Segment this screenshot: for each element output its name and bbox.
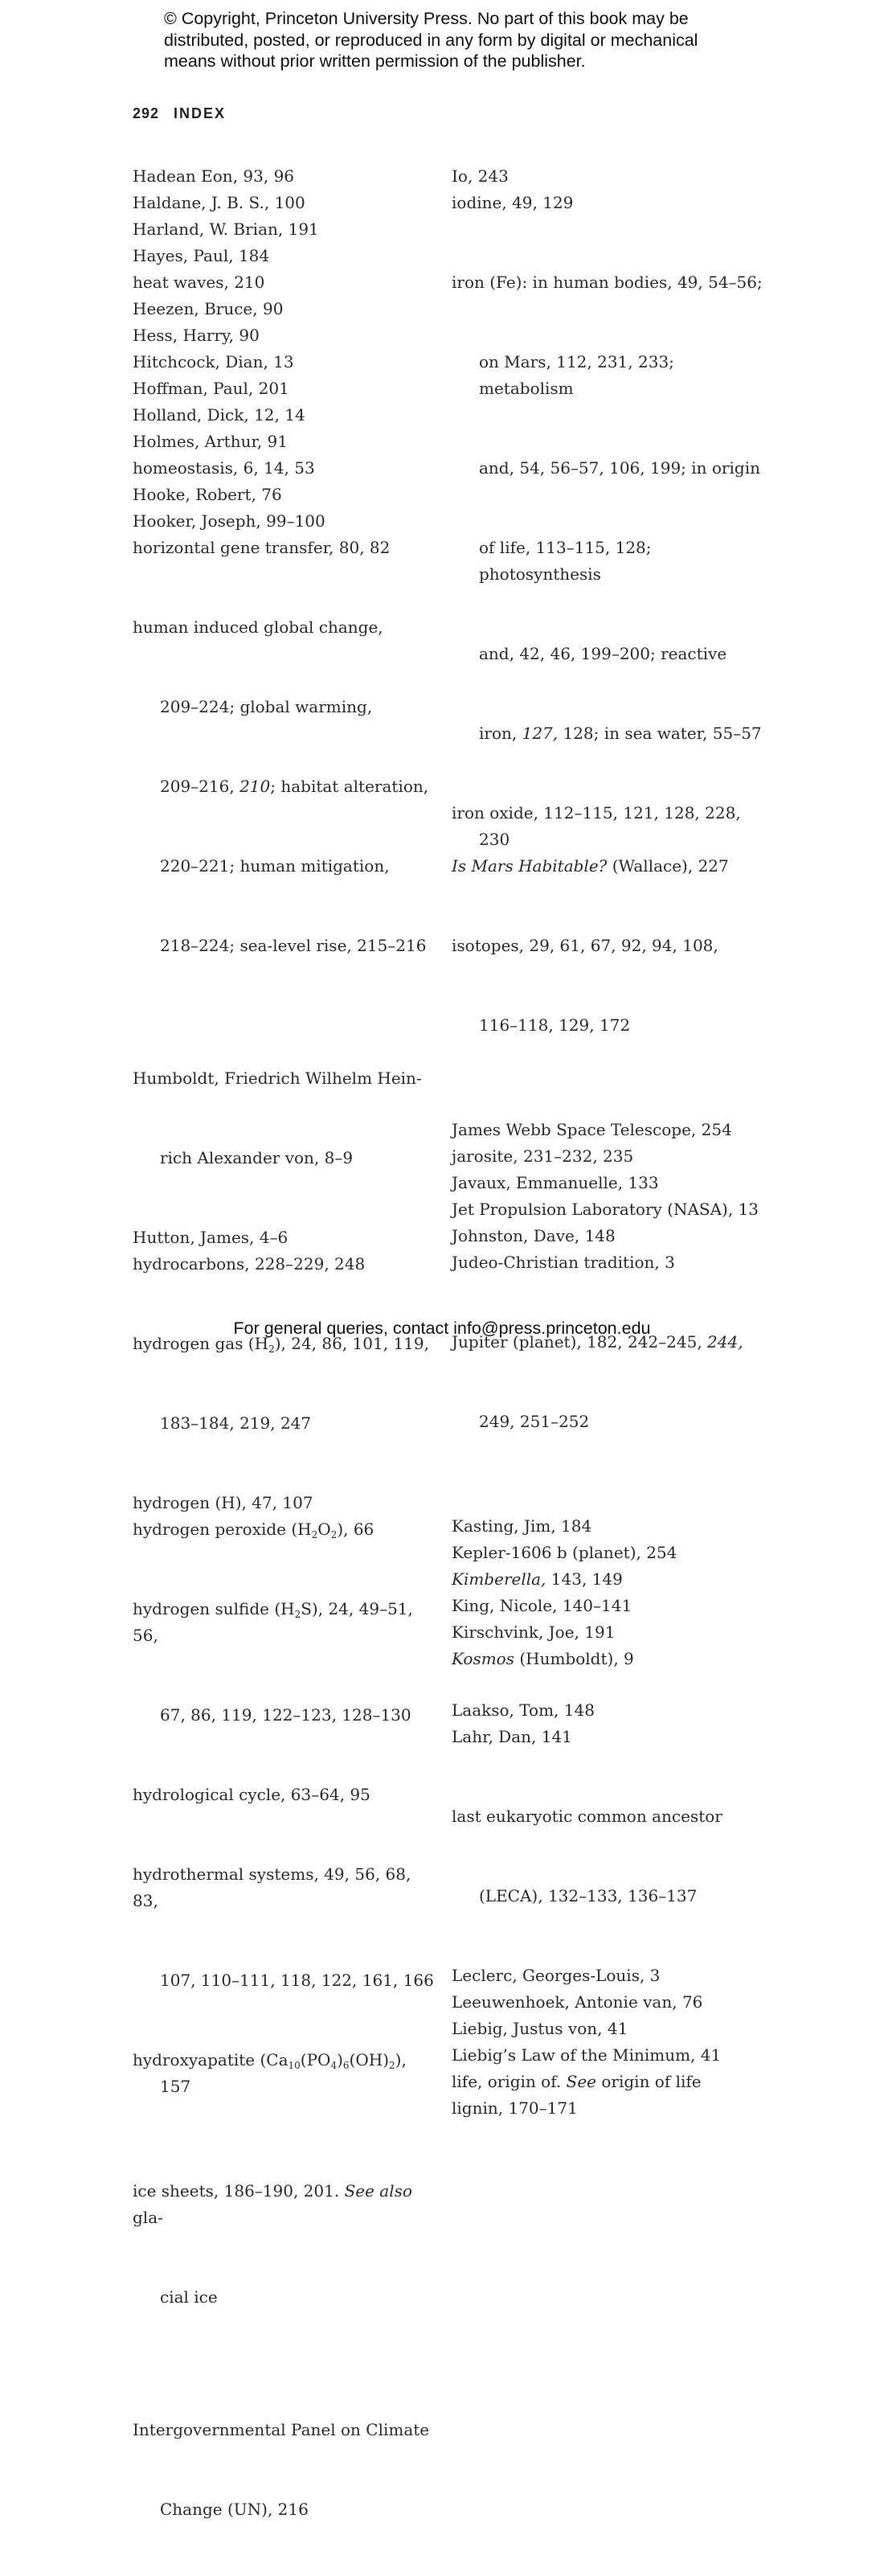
index-entry: King, Nicole, 140–141 bbox=[452, 1596, 632, 1615]
index-entry: hydrogen sulfide $(H_2S)$, 24, 49–51, 56, 67, 86, 119, 122–123, 128–130 bbox=[133, 1599, 419, 1725]
index-entry: hydrothermal systems, 49, 56, 68, 83, 107, 110–111, 118, 122, 161, 166 bbox=[133, 1864, 434, 1990]
index-entry: Hooker, Joseph, 99–100 bbox=[133, 511, 325, 531]
index-entry: iron (Fe): in human bodies, 49, 54–56; on Mars, 112, 231, 233; metabolism and, 54, 56–57, 106, 199; in origin of life, 113–115, 128; photosynthesis and, 42, 46, 199–200; reactive iron, 127, 128; in sea water, 55–57 bbox=[452, 273, 763, 743]
letter-group-gap bbox=[452, 1488, 773, 1513]
index-entry: Hadean Eon, 93, 96 bbox=[133, 166, 295, 186]
index-entry: homeostasis, 6, 14, 53 bbox=[133, 458, 315, 478]
index-entry: Kosmos (Humboldt), 9 bbox=[452, 1649, 634, 1668]
section-title: INDEX bbox=[174, 105, 227, 121]
page-number: 292 bbox=[133, 105, 160, 121]
index-entry: iodine, 49, 129 bbox=[452, 193, 574, 212]
index-entry: Laakso, Tom, 148 bbox=[452, 1700, 595, 1720]
index-entry: Hutton, James, 4–6 bbox=[133, 1228, 289, 1247]
index-entry: Liebig’s Law of the Minimum, 41 bbox=[452, 2045, 722, 2065]
index-entry: Leclerc, Georges-Louis, 3 bbox=[452, 1966, 661, 1985]
index-entry: Leeuwenhoek, Antonie van, 76 bbox=[452, 1992, 703, 2012]
index-entry: lignin, 170–171 bbox=[452, 2098, 578, 2118]
index-entry: Hitchcock, Dian, 13 bbox=[133, 352, 294, 371]
index-entry: hydrogen (H), 47, 107 bbox=[133, 1493, 313, 1512]
index-entry: hydrological cycle, 63–64, 95 bbox=[133, 1785, 370, 1804]
copyright-notice bbox=[164, 8, 743, 72]
index-entry: Holland, Dick, 12, 14 bbox=[133, 405, 305, 425]
index-entry: Javaux, Emmanuelle, 133 bbox=[452, 1173, 659, 1192]
index-entry: Kasting, Jim, 184 bbox=[452, 1516, 592, 1536]
index-entry: Harland, W. Brian, 191 bbox=[133, 219, 319, 239]
index-entry: Io, 243 bbox=[452, 166, 509, 186]
index-entry: Lahr, Dan, 141 bbox=[452, 1727, 572, 1746]
index-column-left bbox=[133, 163, 438, 2576]
index-entry: iron oxide, 112–115, 121, 128, 228, 230 bbox=[452, 803, 747, 849]
index-entry: life, origin of. See origin of life bbox=[452, 2072, 702, 2091]
letter-group-gap bbox=[452, 1672, 773, 1697]
index-entry: Jupiter (planet), 182, 242–245, 244, 249, 251–252 bbox=[452, 1332, 743, 1431]
copyright-line-2: distributed, posted, or reproduced in any form by digital or mechanical bbox=[164, 30, 698, 50]
index-entry: human induced global change, 209–224; global warming, 209–216, 210; habitat alteration, 220–221; human mitigation, 218–224; sea-level rise, 215–216 bbox=[133, 617, 429, 955]
index-entry: Hoffman, Paul, 201 bbox=[133, 379, 289, 398]
index-entry: jarosite, 231–232, 235 bbox=[452, 1146, 634, 1166]
index-entry: isotopes, 29, 61, 67, 92, 94, 108, 116–118, 129, 172 bbox=[452, 936, 718, 1035]
footer-contact: For general queries, contact info@press.princeton.edu bbox=[233, 1319, 651, 1338]
index-entry: hydrogen peroxide $(H_2O_2)$, 66 bbox=[133, 1520, 374, 1540]
letter-group-gap bbox=[452, 1092, 773, 1117]
index-entry: horizontal gene transfer, 80, 82 bbox=[133, 538, 391, 557]
index-entry: Liebig, Justus von, 41 bbox=[452, 2019, 628, 2038]
index-entry: Kepler-1606 b (planet), 254 bbox=[452, 1543, 677, 1562]
letter-group-gap bbox=[133, 2100, 438, 2125]
index-entry: James Webb Space Telescope, 254 bbox=[452, 1120, 732, 1139]
index-entry: Humboldt, Friedrich Wilhelm Hein- rich Alexander von, 8–9 bbox=[133, 1069, 422, 1167]
index-entry: Johnston, Dave, 148 bbox=[452, 1226, 616, 1245]
running-head bbox=[133, 105, 226, 122]
index-entry: ice sheets, 186–190, 201. See also gla- cial ice bbox=[133, 2181, 418, 2307]
index-entry: Heezen, Bruce, 90 bbox=[133, 299, 284, 318]
index-entry: Is Mars Habitable? (Wallace), 227 bbox=[452, 856, 729, 876]
index-entry: Jet Propulsion Laboratory (NASA), 13 bbox=[452, 1200, 759, 1219]
index-entry: last eukaryotic common ancestor (LECA), 132–133, 136–137 bbox=[452, 1807, 722, 1905]
index-entry: heat waves, 210 bbox=[133, 273, 265, 292]
index-entry: Holmes, Arthur, 91 bbox=[133, 432, 288, 451]
index-entry: Intergovernmental Panel on Climate Change (UN), 216 bbox=[133, 2420, 430, 2519]
index-entry: Kirschvink, Joe, 191 bbox=[452, 1622, 616, 1642]
index-entry: hydrogen gas $(H_2)$, 24, 86, 101, 119, 183–184, 219, 247 bbox=[133, 1334, 429, 1433]
index-entry: Hess, Harry, 90 bbox=[133, 326, 260, 345]
copyright-line-3: means without prior written permission of the publisher. bbox=[164, 51, 586, 71]
index-entry: hydrocarbons, 228–229, 248 bbox=[133, 1254, 366, 1274]
index-entry: Hayes, Paul, 184 bbox=[133, 246, 270, 265]
index-column-right bbox=[452, 163, 773, 2122]
index-entry: Judeo-Christian tradition, 3 bbox=[452, 1253, 675, 1272]
copyright-line-1: © Copyright, Princeton University Press. No part of this book may be bbox=[164, 9, 689, 28]
index-entry: hydroxyapatite $(Ca_{10}(PO_4)_6(OH)_2)$, 157 bbox=[133, 2050, 412, 2096]
index-entry: Haldane, J. B. S., 100 bbox=[133, 193, 305, 212]
index-entry: Kimberella, 143, 149 bbox=[452, 1569, 623, 1589]
index-entry: Hooke, Robert, 76 bbox=[133, 485, 282, 504]
